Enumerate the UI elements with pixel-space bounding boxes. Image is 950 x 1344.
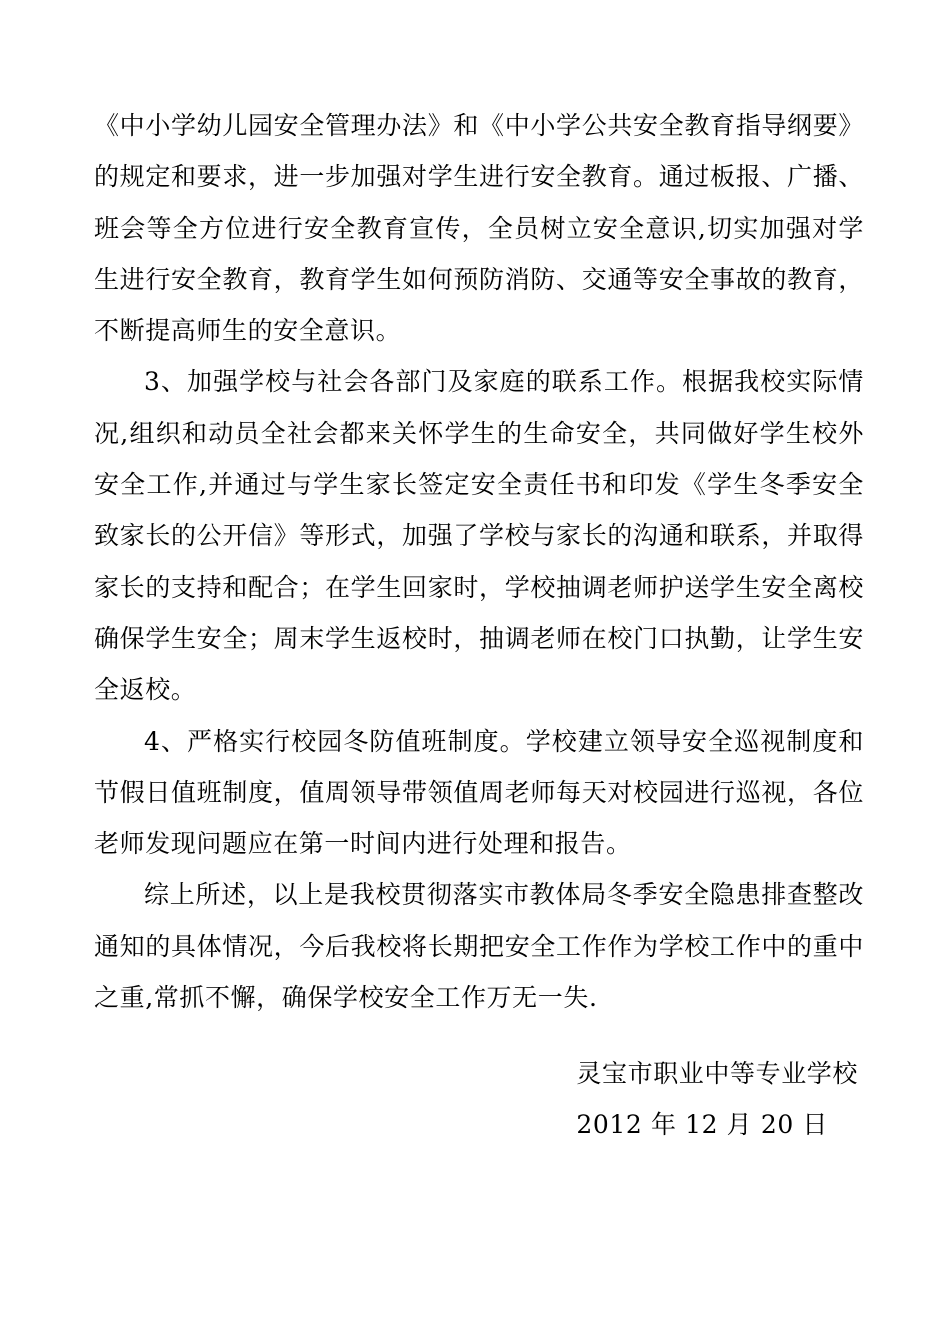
signature-organization: 灵宝市职业中等专业学校	[576, 1059, 858, 1088]
paragraph-3: 4、严格实行校园冬防值班制度。学校建立领导安全巡视制度和节假日值班制度，值周领导带领值周老师每天对校园进行巡视，各位老师发现问题应在第一时间内进行处理和报告。	[94, 726, 864, 859]
paragraph-2: 3、加强学校与社会各部门及家庭的联系工作。根据我校实际情况,组织和动员全社会都来关怀学生的生命安全，共同做好学生校外安全工作,并通过与学生家长签定安全责任书和印发《学生冬季安全致家长的公开信》等形式，加强了学校与家长的沟通和联系，并取得家长的支持和配合；在学生回家时，学校抽调老师护送学生安全离校确保学生安全；周末学生返校时，抽调老师在校门口执勤，让学生安全返校。	[94, 367, 864, 705]
signature-date: 2012 年 12 月 20 日	[576, 1110, 828, 1139]
document-body	[94, 100, 864, 1023]
paragraph-4: 综上所述，以上是我校贯彻落实市教体局冬季安全隐患排查整改通知的具体情况，今后我校将长期把安全工作作为学校工作中的重中之重,常抓不懈，确保学校安全工作万无一失.	[94, 880, 864, 1013]
paragraph-1: 《中小学幼儿园安全管理办法》和《中小学公共安全教育指导纲要》的规定和要求，进一步加强对学生进行安全教育。通过板报、广播、班会等全方位进行安全教育宣传，全员树立安全意识,切实加强对学生进行安全教育，教育学生如何预防消防、交通等安全事故的教育，不断提高师生的安全意识。	[94, 111, 864, 346]
signature-block	[458, 1048, 858, 1150]
